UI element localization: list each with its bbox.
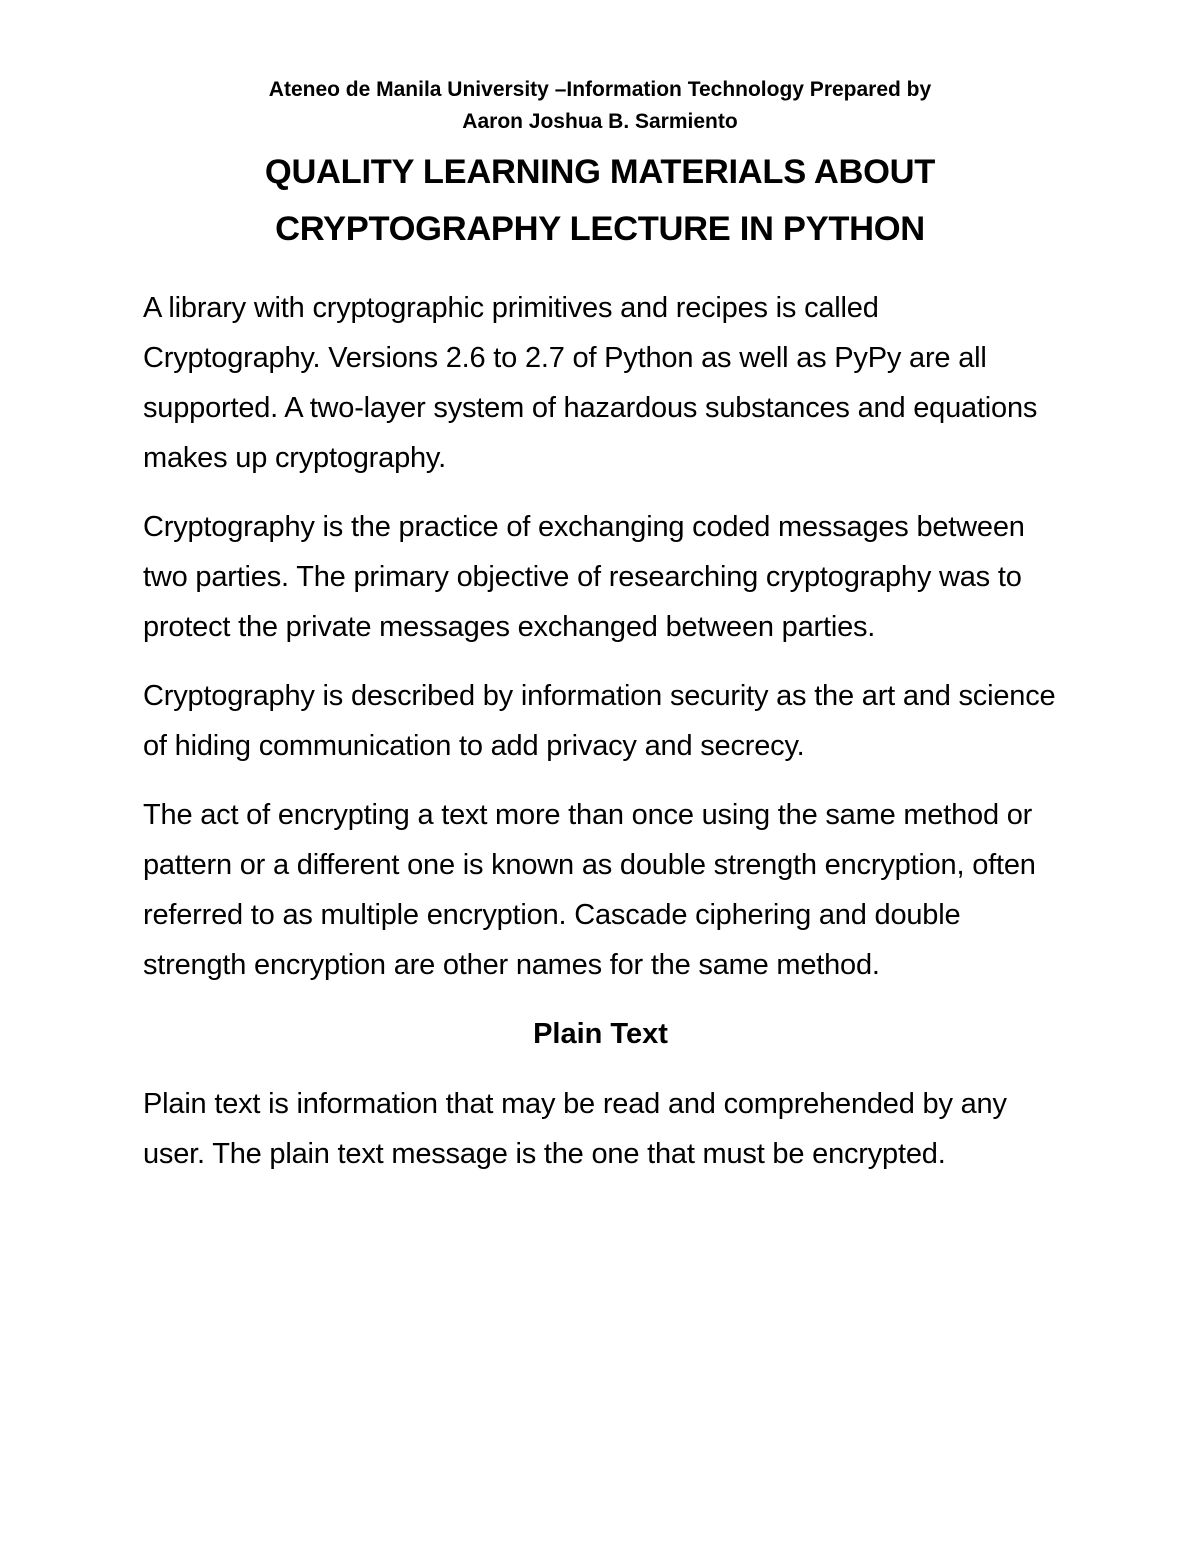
title-line-2: CRYPTOGRAPHY LECTURE IN PYTHON xyxy=(275,210,925,248)
document-body xyxy=(143,283,1058,1198)
document-header xyxy=(150,74,1050,138)
header-institution-line: Ateneo de Manila University –Information Technology Prepared by xyxy=(268,78,932,101)
paragraph-plain-text: Plain text is information that may be read and comprehended by any user. The plain text message is the one that must be encrypted. xyxy=(143,1088,1007,1170)
paragraph-definition: Cryptography is described by information security as the art and science of hiding communication to add privacy and secrecy. xyxy=(143,680,1056,762)
document-title xyxy=(120,144,1080,258)
paragraph-double-strength: The act of encrypting a text more than once using the same method or pattern or a different one is known as double strength encryption, often referred to as multiple encryption. Cascade ciphering and double strength encryption are other names for the same method. xyxy=(143,799,1036,981)
section-heading-plain-text: Plain Text xyxy=(533,1018,668,1050)
paragraph-practice: Cryptography is the practice of exchanging coded messages between two parties. The primary objective of researching cryptography was to protect the private messages exchanged between parties. xyxy=(143,511,1025,643)
title-line-1: QUALITY LEARNING MATERIALS ABOUT xyxy=(264,153,936,191)
header-author-line: Aaron Joshua B. Sarmiento xyxy=(462,110,738,133)
paragraph-library-intro: A library with cryptographic primitives and recipes is called Cryptography. Versions 2.6 to 2.7 of Python as well as PyPy are all supported. A two-layer system of hazardous substances and equations makes up cryptography. xyxy=(143,292,1038,474)
